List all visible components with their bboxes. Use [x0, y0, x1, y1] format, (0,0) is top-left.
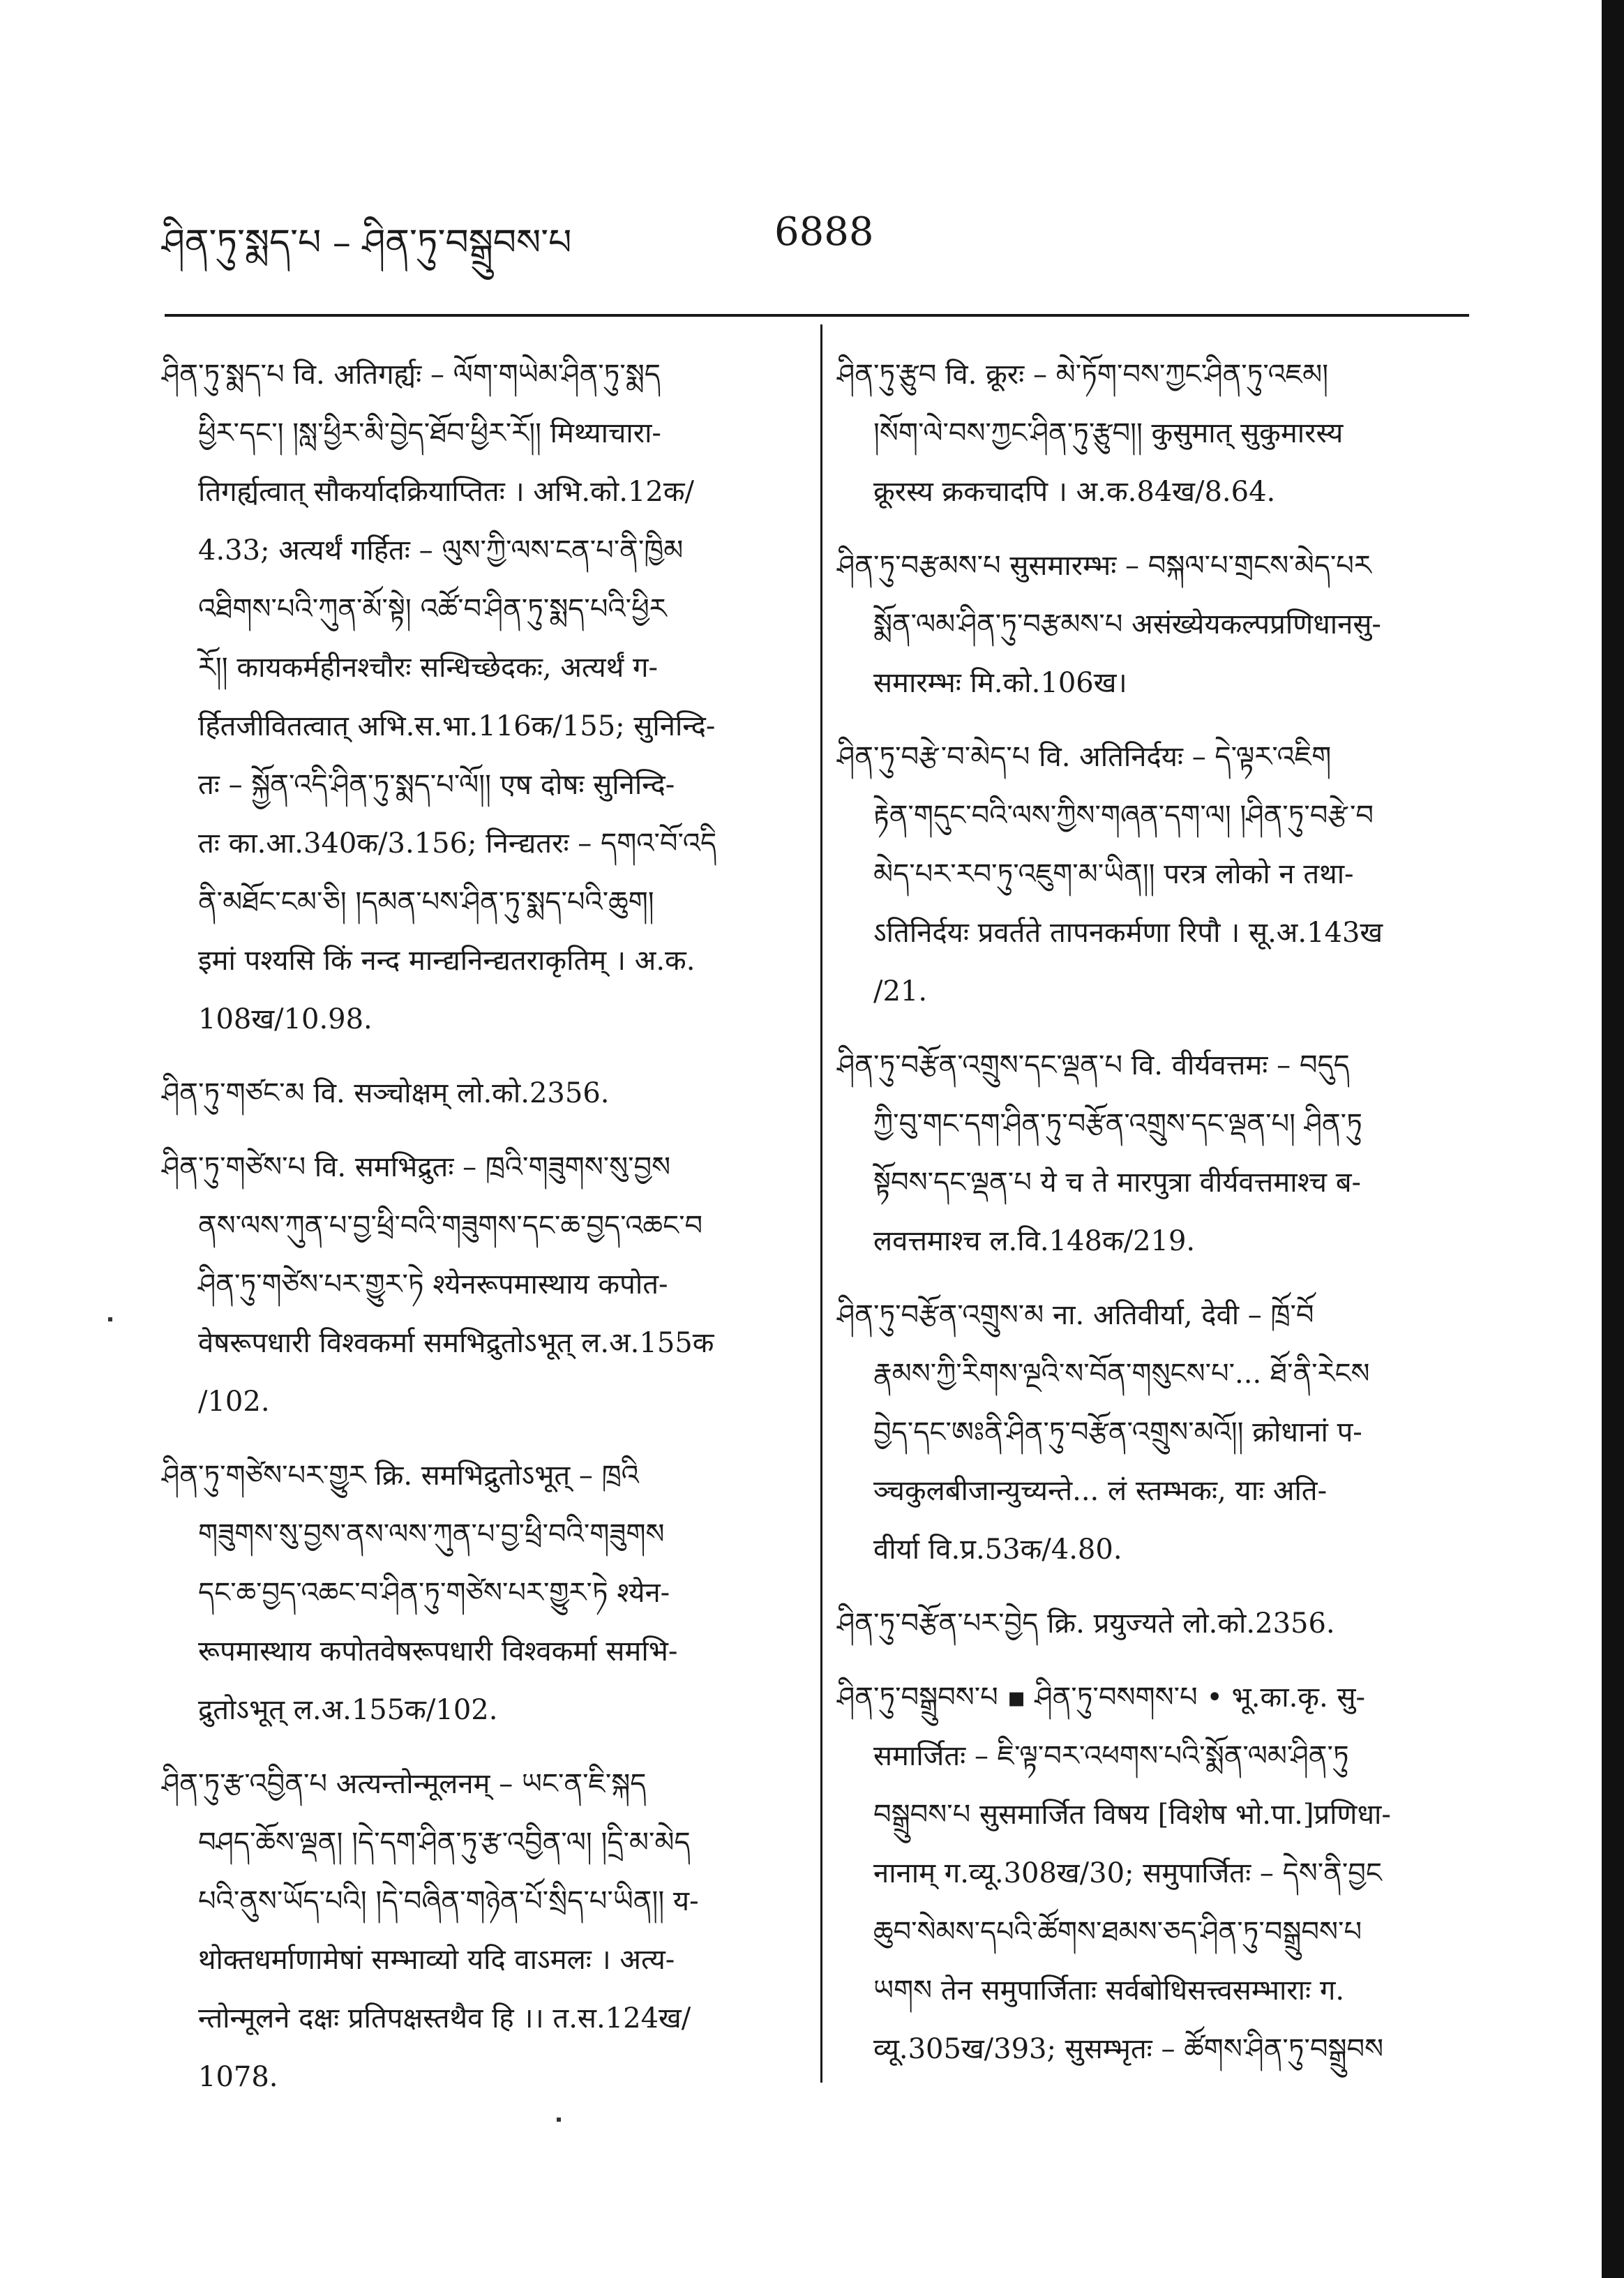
- entry-line: थोक्तधर्माणामेषां सम्भाव्यो यदि वाऽमलः । अत्य-: [198, 1944, 675, 1976]
- entry-headline: ཤིན་ཏུ་བརྩམས་པ सुसमारम्भः – བསྐལ་པ་གྲངས་མེད་པར: [837, 550, 1371, 582]
- entry-line: བྱེད་དང་ཨཿནི་ཤིན་ཏུ་བརྩོན་འགྲུས་མའོ།། क्रोधानां प-: [873, 1416, 1362, 1448]
- dictionary-entry: [837, 1594, 1451, 1653]
- dictionary-entry: [162, 345, 790, 1049]
- running-header: ཤིན་ཏུ་སྨད་པ – ཤིན་ཏུ་བསྒྲུབས་པ: [162, 222, 572, 264]
- entry-headline: ཤིན་ཏུ་གཙེས་པར་གྱུར क्रि. समभिद्रुतोऽभूत् – ཁྲའི: [162, 1460, 639, 1492]
- dictionary-entry: [837, 1036, 1451, 1271]
- dictionary-entry: [837, 1668, 1451, 2078]
- entry-line: ཤིན་ཏུ་གཙེས་པར་གྱུར་ཏེ श्येनरूपमास्थाय कपोत-: [198, 1268, 668, 1301]
- entry-line: वीर्या वि.प्र.53क/4.80.: [873, 1534, 1122, 1566]
- entry-line: रूपमास्थाय कपोतवेषरूपधारी विश्वकर्मा समभि-: [198, 1635, 678, 1668]
- entry-headline: ཤིན་ཏུ་བརྩོན་འགྲུས་མ ना. अतिवीर्या, देवी – ཁྲོ་བོ: [837, 1299, 1314, 1331]
- left-column: [162, 345, 790, 2122]
- entry-line: ऽतिनिर्दयः प्रवर्तते तापनकर्मणा रिपौ । सू.अ.143ख: [873, 917, 1383, 949]
- entry-line: /21.: [873, 975, 928, 1007]
- entry-headline: ཤིན་ཏུ་རྩ་འབྱིན་པ अत्यन्तोन्मूलनम् – ཡང་ན་ཇི་སྐད: [162, 1768, 647, 1800]
- entry-line: र्हितजीवितत्वात् अभि.स.भा.116क/155; सुनिन्दि-: [198, 710, 716, 742]
- entry-line: 4.33; अत्यर्थं गर्हितः – ལུས་ཀྱི་ལས་ངན་པ་ནི་ཁྱིམ: [198, 534, 684, 567]
- dictionary-entry: [837, 345, 1451, 521]
- entry-line: ཕྱིར་དང་། །སླ་ཕྱིར་མི་བྱེད་ཐོབ་ཕྱིར་རོ།། मिथ्याचारा-: [198, 417, 661, 449]
- entry-line: ཆུབ་སེམས་དཔའི་ཚོགས་ཐམས་ཅད་ཤིན་ཏུ་བསྒྲུབས་པ: [873, 1916, 1362, 1948]
- entry-line: དང་ཆ་བྱད་འཆང་བ་ཤིན་ཏུ་གཙེས་པར་གྱུར་ཏེ श्येन-: [198, 1577, 670, 1609]
- entry-line: तः का.आ.340क/3.156; निन्द्यतरः – དགའ་བོ་འདི: [198, 827, 717, 860]
- entry-line: लवत्तमाश्च ल.वि.148क/219.: [873, 1225, 1196, 1257]
- entry-line: व्यू.305ख/393; सुसम्भृतः – ཚོགས་ཤིན་ཏུ་བསྒྲུབས: [873, 2033, 1384, 2065]
- entry-line: འཐིགས་པའི་ཀུན་མོ་སྟེ། འཚོ་བ་ཤིན་ཏུ་སྨད་པའི་ཕྱིར: [198, 593, 667, 625]
- entry-line: ཀྱི་བུ་གང་དག་ཤིན་ཏུ་བརྩོན་འགྲུས་དང་ལྡན་པ། ཤིན་ཏུ: [873, 1108, 1362, 1140]
- right-column: [837, 345, 1451, 2094]
- entry-line: समार्जितः – ཇི་ལྟ་བར་འཕགས་པའི་སྨོན་ལམ་ཤིན་ཏུ: [873, 1740, 1349, 1772]
- entry-line: གཟུགས་སུ་བྱས་ནས་ལས་ཀུན་པ་བྱ་ཕྲི་བའི་གཟུགས: [198, 1518, 665, 1550]
- entry-line: 1078.: [198, 2061, 278, 2093]
- entry-line: རྣམས་ཀྱི་རིགས་ལྔའི་ས་བོན་གསུངས་པ་... ཐོ་ནི་རེངས: [873, 1358, 1370, 1390]
- entry-headline: ཤིན་ཏུ་གཙང་མ वि. सञ्चोक्षम् लो.को.2356.: [162, 1077, 610, 1109]
- dictionary-entry: [837, 537, 1451, 712]
- entry-line: སྟོབས་དང་ལྡན་པ ये च ते मारपुत्रा वीर्यवत्तमाश्च ब-: [873, 1167, 1362, 1199]
- entry-line: न्तोन्मूलने दक्षः प्रतिपक्षस्तथैव हि ।। त.स.124ख/: [198, 2002, 691, 2035]
- entry-line: ञ्चकुलबीजान्युच्यन्ते... लं स्तम्भकः, याः अति-: [873, 1475, 1328, 1507]
- entry-line: तः – སྐྱོན་འདི་ཤིན་ཏུ་སྨད་པ་ལོ།། एष दोषः सुनिन्दि-: [198, 769, 675, 801]
- dictionary-entry: [837, 728, 1451, 1021]
- entry-line: བཤད་ཆོས་ལྡན། །དེ་དག་ཤིན་ཏུ་རྩ་འབྱིན་ལ། །དྲི་མ་མེད: [198, 1827, 691, 1859]
- entry-line: द्रुतोऽभूत् ल.अ.155क/102.: [198, 1694, 498, 1726]
- entry-line: इमां पश्यसि किं नन्द मान्द्यनिन्द्यतराकृतिम् । अ.क.: [198, 945, 696, 977]
- entry-line: ཡགས तेन समुपार्जिताः सर्वबोधिसत्त्वसम्भाराः ग.: [873, 1974, 1345, 2007]
- dictionary-entry: [162, 1446, 790, 1739]
- entry-line: བསྒྲུབས་པ सुसमार्जित विषय [विशेष भो.पा.]प्रणिधा-: [873, 1799, 1391, 1831]
- entry-line: तिगर्ह्यत्वात् सौकर्यादक्रियाप्तितः । अभि.को.12क/: [198, 476, 695, 508]
- entry-line: 108ख/10.98.: [198, 1003, 373, 1035]
- entry-headline: ཤིན་ཏུ་སྨད་པ वि. अतिगर्ह्यः – ལོག་གཡེམ་ཤིན་ཏུ་སྨད: [162, 359, 661, 391]
- entry-line: རྟེན་གདུང་བའི་ལས་ཀྱིས་གཞན་དག་ལ། །ཤིན་ཏུ་བརྩེ་བ: [873, 800, 1374, 832]
- dictionary-entry: [162, 1064, 790, 1123]
- entry-line: वेषरूपधारी विश्वकर्मा समभिद्रुतोऽभूत् ल.अ.155क: [198, 1327, 714, 1359]
- entry-headline: ཤིན་ཏུ་གཙེས་པ वि. समभिद्रुतः – ཁྲའི་གཟུགས་སུ་བྱས: [162, 1151, 671, 1183]
- entry-headline: ཤིན་ཏུ་བསྒྲུབས་པ ▪ ཤིན་ཏུ་བསགས་པ • भू.का.कृ. सु-: [837, 1681, 1366, 1714]
- entry-line: समारम्भः मि.को.106ख।: [873, 667, 1127, 699]
- entry-headline: ཤིན་ཏུ་བརྩོན་པར་བྱེད क्रि. प्रयुज्यते लो.को.2356.: [837, 1608, 1335, 1640]
- column-divider: [820, 324, 822, 2083]
- header-rule: [165, 314, 1469, 317]
- page-number: 6888: [774, 209, 874, 255]
- dictionary-entry: [162, 1138, 790, 1431]
- entry-line: །སོག་ལེ་བས་ཀྱང་ཤིན་ཏུ་རྩུབ།། कुसुमात् सुकुमारस्य: [873, 417, 1344, 449]
- dictionary-entry: [837, 1286, 1451, 1579]
- entry-line: ནི་མཐོང་ངམ་ཅི། །དམན་པས་ཤིན་ཏུ་སྨད་པའི་ཆུག།: [198, 886, 654, 918]
- entry-headline: ཤིན་ཏུ་བརྩེ་བ་མེད་པ वि. अतिनिर्दयः – དེ་ལྟར་འཇིག: [837, 741, 1332, 773]
- entry-line: नानाम् ग.व्यू.308ख/30; समुपार्जितः – དེས་ནི་བྱང: [873, 1857, 1382, 1889]
- entry-line: क्रूरस्य क्रकचादपि । अ.क.84ख/8.64.: [873, 476, 1276, 508]
- entry-line: /102.: [198, 1386, 270, 1418]
- scan-edge-shadow: [1602, 0, 1624, 2278]
- entry-line: མེད་པར་རབ་ཏུ་འཇུག་མ་ཡིན།། परत्र लोको न तथा-: [873, 858, 1354, 890]
- scan-speck: [108, 1317, 112, 1321]
- entry-headline: ཤིན་ཏུ་རྩུབ वि. क्रूरः – མེ་ཏོག་བས་ཀྱང་ཤིན་ཏུ་འཇམ།: [837, 359, 1329, 391]
- entry-line: སྨོན་ལམ་ཤིན་ཏུ་བརྩམས་པ असंख्येयकल्पप्रणिधानसु-: [873, 608, 1381, 640]
- entry-headline: ཤིན་ཏུ་བརྩོན་འགྲུས་དང་ལྡན་པ वि. वीर्यवत्तमः – བདུད: [837, 1049, 1350, 1081]
- entry-line: རོ།། कायकर्महीनश्चौरः सन्धिच्छेदकः, अत्यर्थं ग-: [198, 652, 659, 684]
- dictionary-entry: [162, 1755, 790, 2106]
- entry-line: ནས་ལས་ཀུན་པ་བྱ་ཕྲི་བའི་གཟུགས་དང་ཆ་བྱད་འཆང་བ: [198, 1210, 703, 1242]
- entry-line: པའི་ནུས་ཡོད་པའི། །དེ་བཞིན་གཉེན་པོ་སྲིད་པ་ཡིན།། य-: [198, 1885, 699, 1917]
